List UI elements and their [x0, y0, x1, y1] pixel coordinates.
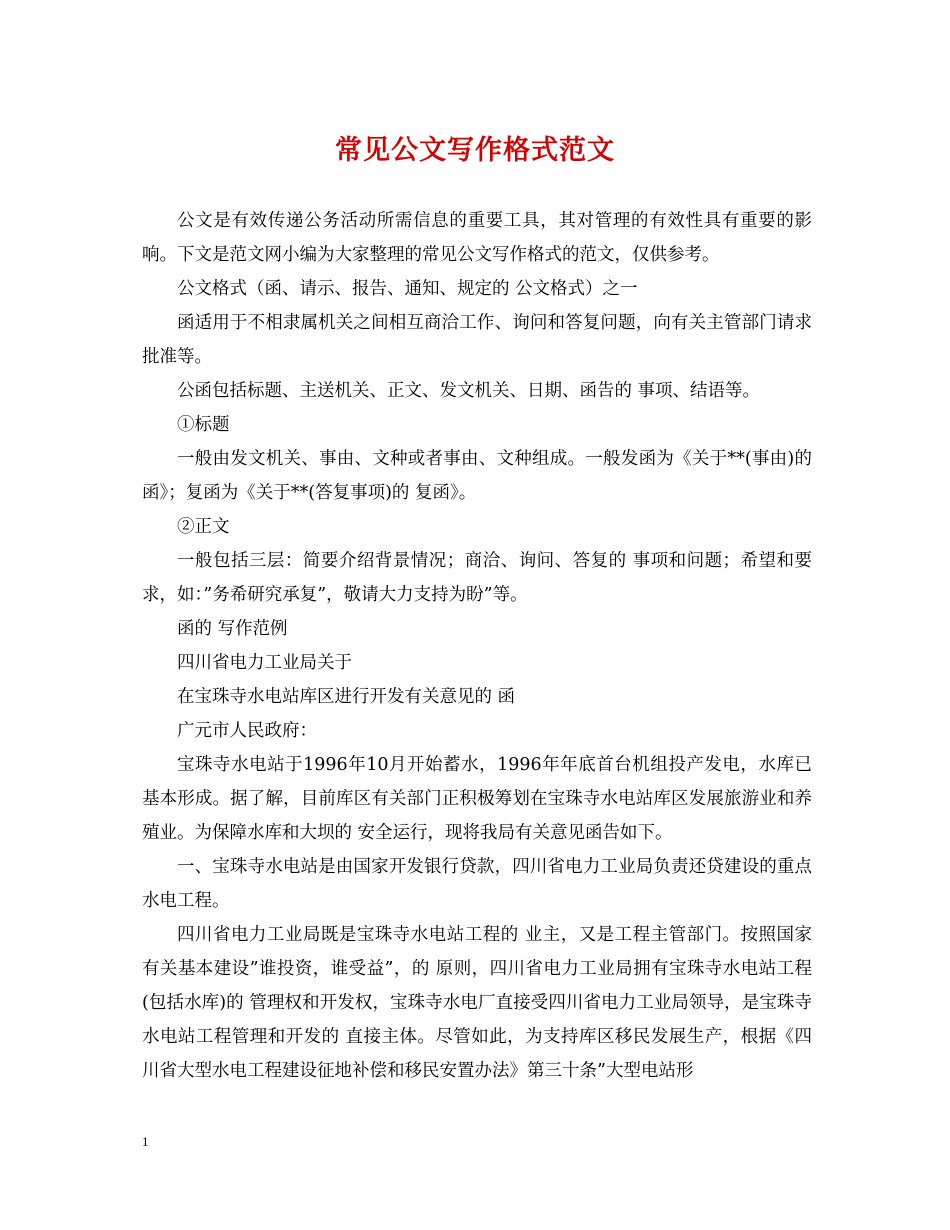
letter-title-line: 四川省电力工业局关于 — [177, 653, 352, 673]
paragraph: 四川省电力工业局既是宝珠寺水电站工程的 业主，又是工程主管部门。按照国家有关基本建设”谁投资，谁受益”，的 原则，四川省电力工业局拥有宝珠寺水电站工程(包括水库)的 管理权和开发权，宝珠寺水电厂直接受四川省电力工业局领导，是宝珠寺水电站工程管理和开发的 直接主体。尽管如此，为支持库区移民发展生产，根据《四川省大型水电工程建设征地补偿和移民安置办法》第三十条”大型电站形 — [142, 925, 812, 1081]
example-heading: 函的 写作范例 — [177, 619, 288, 639]
letter-recipient: 广元市人民政府： — [177, 721, 317, 741]
page-number: 1 — [142, 1134, 149, 1149]
section-heading: ①标题 — [177, 415, 230, 435]
paragraph: 宝珠寺水电站于1996年10月开始蓄水，1996年年底首台机组投产发电，水库已基本形成。据了解，目前库区有关部门正积极筹划在宝珠寺水电站库区发展旅游业和养殖业。为保障水库和大坝的 安全运行，现将我局有关意见函告如下。 — [142, 755, 812, 843]
paragraph: 公函包括标题、主送机关、正文、发文机关、日期、函告的 事项、结语等。 — [177, 381, 761, 401]
page-title: 常见公文写作格式范文 — [335, 135, 615, 166]
document-body — [142, 204, 812, 1088]
section-heading: ②正文 — [177, 517, 230, 537]
paragraph: 一般由发文机关、事由、文种或者事由、文种组成。一般发函为《关于**(事由)的 函》；复函为《关于**(答复事项)的 复函》。 — [142, 449, 812, 503]
paragraph: 一般包括三层：简要介绍背景情况；商洽、询问、答复的 事项和问题；希望和要求，如：”务希研究承复”，敬请大力支持为盼”等。 — [142, 551, 812, 605]
paragraph: 一、宝珠寺水电站是由国家开发银行贷款，四川省电力工业局负责还贷建设的重点水电工程。 — [142, 857, 812, 911]
paragraph: 函适用于不相隶属机关之间相互商洽工作、询问和答复问题，向有关主管部门请求批准等。 — [142, 313, 812, 367]
letter-title-line: 在宝珠寺水电站库区进行开发有关意见的 函 — [177, 687, 516, 707]
paragraph: 公文格式（函、请示、报告、通知、规定的 公文格式）之一 — [177, 279, 638, 299]
paragraph: 公文是有效传递公务活动所需信息的重要工具，其对管理的有效性具有重要的影响。下文是范文网小编为大家整理的常见公文写作格式的范文，仅供参考。 — [142, 211, 812, 265]
